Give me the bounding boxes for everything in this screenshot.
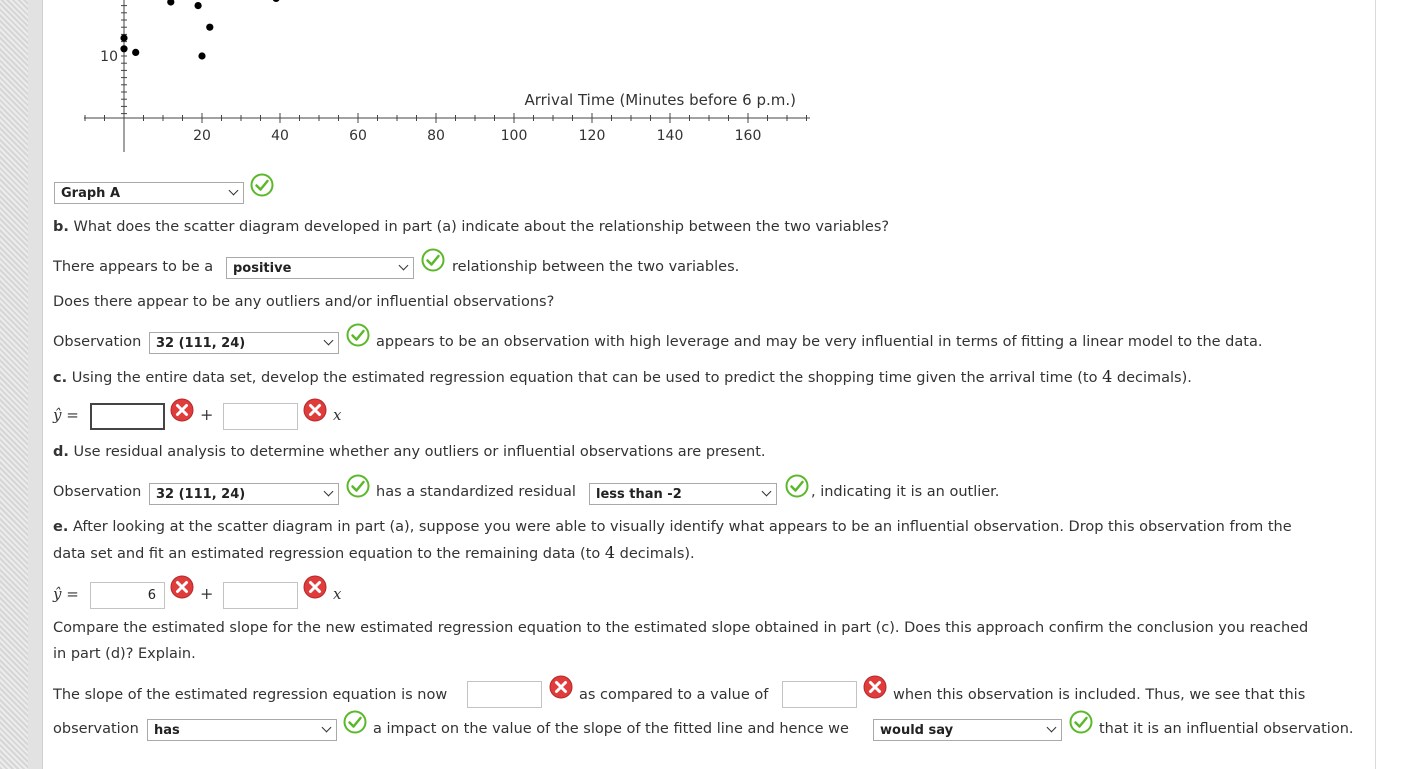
- check-icon: [346, 474, 370, 498]
- chevron-down-icon: [762, 487, 772, 497]
- error-icon: [303, 575, 327, 599]
- part-e-decimals: 4: [604, 543, 616, 562]
- standardized-residual-text: has a standardized residual: [376, 484, 576, 500]
- compare-question-line1: Compare the estimated slope for the new estimated regression equation to the estimated slope obtained in part (c). Does this approach confirm the conclusion you reached: [53, 620, 1309, 636]
- part-d-label: d.: [53, 444, 69, 460]
- residual-select-value: less than -2: [596, 487, 682, 502]
- graph-select-value: Graph A: [61, 186, 121, 201]
- content-border: [1375, 0, 1376, 769]
- impact-select-value: has: [154, 723, 180, 738]
- new-slope-input[interactable]: [467, 681, 542, 708]
- error-icon: [303, 398, 327, 422]
- yhat-label-e: ŷ =: [53, 585, 79, 603]
- part-e-question-line2-text: data set and fit an estimated regression equation to the remaining data (to: [53, 546, 601, 562]
- compared-text: as compared to a value of: [579, 687, 769, 703]
- relationship-prefix: There appears to be a: [53, 259, 214, 275]
- relationship-select[interactable]: [226, 257, 414, 279]
- x-tick-label: 160: [734, 128, 762, 144]
- leverage-observation-select-value: 32 (111, 24): [156, 336, 246, 351]
- part-c-question-text: Using the entire data set, develop the estimated regression equation that can be used to predict the shopping time given the arrival time (to: [71, 370, 1098, 386]
- relationship-suffix: relationship between the two variables.: [452, 259, 740, 275]
- check-icon: [1069, 710, 1093, 734]
- part-e-question: [53, 517, 1292, 537]
- x-axis-label: Arrival Time (Minutes before 6 p.m.): [524, 91, 796, 109]
- x-variable-e: x: [333, 585, 342, 603]
- part-b-question-text: What does the scatter diagram developed in part (a) indicate about the relationship between the two variables?: [73, 219, 890, 235]
- x-tick-label: 60: [349, 128, 367, 144]
- scatter-point: [132, 49, 139, 56]
- part-d-question: [53, 442, 766, 462]
- observation-prefix: Observation: [53, 334, 142, 350]
- x-tick-label: 140: [656, 128, 684, 144]
- check-icon: [343, 710, 367, 734]
- relationship-select-value: positive: [233, 261, 292, 276]
- intercept-input-c[interactable]: [90, 403, 165, 430]
- observation-prefix-d: Observation: [53, 484, 142, 500]
- part-b-label: b.: [53, 219, 69, 235]
- part-e-question-end: decimals).: [619, 546, 695, 562]
- part-b-question: [53, 217, 889, 237]
- check-icon: [250, 173, 274, 197]
- error-icon: [170, 575, 194, 599]
- left-scrollbar-track[interactable]: [28, 0, 43, 769]
- x-tick-label: 80: [427, 128, 445, 144]
- outlier-question: Does there appear to be any outliers and/or influential observations?: [53, 294, 555, 310]
- part-e-question-text: After looking at the scatter diagram in part (a), suppose you were able to visually identify what appears to be an influential observation. Drop this observation from the: [72, 519, 1292, 535]
- check-icon: [346, 323, 370, 347]
- scatter-point: [120, 34, 127, 41]
- x-variable-c: x: [333, 406, 342, 424]
- check-icon: [421, 248, 445, 272]
- chevron-down-icon: [324, 487, 334, 497]
- yhat-label-c: ŷ =: [53, 406, 79, 424]
- chevron-down-icon: [399, 261, 409, 271]
- observation-suffix: appears to be an observation with high leverage and may be very influential in terms of fitting a linear model to the data.: [376, 334, 1263, 350]
- scatter-point: [120, 45, 127, 52]
- error-icon: [863, 675, 887, 699]
- x-tick-label: 20: [193, 128, 211, 144]
- part-d-question-text: Use residual analysis to determine whether any outliers or influential observations are present.: [73, 444, 766, 460]
- conclusion-select-value: would say: [880, 723, 954, 738]
- outlier-suffix: , indicating it is an outlier.: [811, 484, 1000, 500]
- check-icon: [785, 474, 809, 498]
- x-tick-label: 120: [578, 128, 606, 144]
- part-c-decimals: 4: [1102, 367, 1113, 386]
- slope-now-prefix: The slope of the estimated regression equation is now: [53, 687, 448, 703]
- y-tick-label: 10: [100, 49, 118, 65]
- intercept-input-e[interactable]: 6: [90, 582, 165, 609]
- slope-input-c[interactable]: [223, 403, 298, 430]
- conclusion-select[interactable]: [873, 719, 1062, 741]
- final-text: that it is an influential observation.: [1099, 721, 1354, 737]
- scatter-point: [198, 52, 205, 59]
- outlier-observation-select-value: 32 (111, 24): [156, 487, 246, 502]
- outlier-observation-select[interactable]: [149, 483, 339, 505]
- scatter-chart: [60, 0, 820, 160]
- chevron-down-icon: [229, 186, 239, 196]
- error-icon: [549, 675, 573, 699]
- part-e-label: e.: [53, 519, 69, 535]
- chevron-down-icon: [324, 336, 334, 346]
- x-tick-label: 100: [500, 128, 528, 144]
- part-c-question: [53, 367, 1192, 388]
- original-slope-input[interactable]: [782, 681, 857, 708]
- error-icon: [170, 398, 194, 422]
- compare-question-line2: in part (d)? Explain.: [53, 646, 196, 662]
- scatter-point: [167, 0, 174, 6]
- observation-word: observation: [53, 721, 139, 737]
- plus-sign-c: +: [200, 405, 214, 424]
- scatter-point: [206, 24, 213, 31]
- part-c-question-end: decimals).: [1116, 370, 1192, 386]
- impact-select[interactable]: [147, 719, 337, 741]
- graph-select[interactable]: [54, 182, 244, 204]
- impact-text: a impact on the value of the slope of the fitted line and hence we: [373, 721, 849, 737]
- chevron-down-icon: [322, 723, 332, 733]
- residual-select[interactable]: [589, 483, 777, 505]
- plus-sign-e: +: [200, 584, 214, 603]
- chevron-down-icon: [1047, 723, 1057, 733]
- left-scrollbar[interactable]: [0, 0, 28, 769]
- part-c-label: c.: [53, 370, 68, 386]
- slope-input-e[interactable]: [223, 582, 298, 609]
- scatter-point: [273, 0, 280, 2]
- x-tick-label: 40: [271, 128, 289, 144]
- leverage-observation-select[interactable]: [149, 332, 339, 354]
- included-text: when this observation is included. Thus, we see that this: [893, 687, 1306, 703]
- part-e-question-line2: [53, 543, 695, 564]
- scatter-point: [195, 2, 202, 9]
